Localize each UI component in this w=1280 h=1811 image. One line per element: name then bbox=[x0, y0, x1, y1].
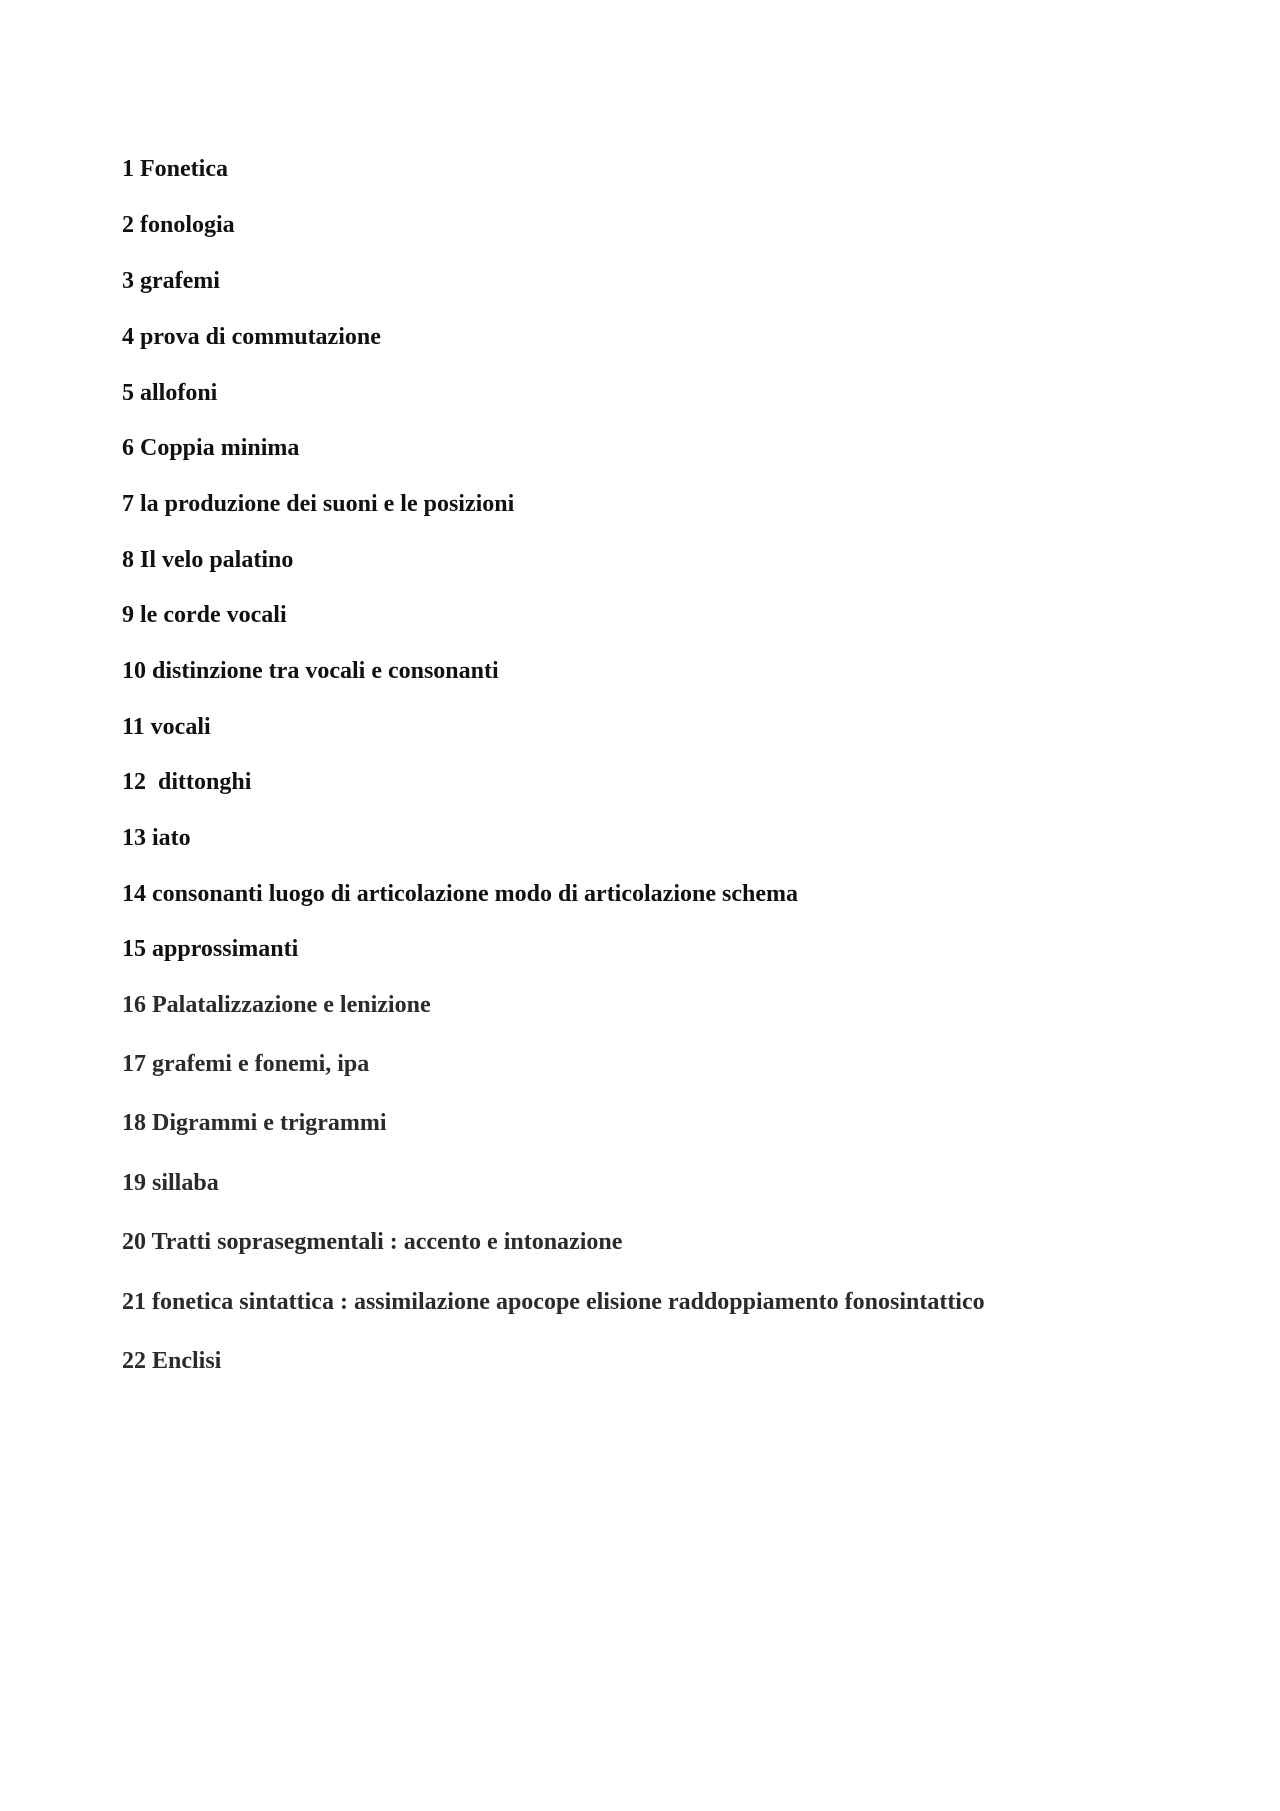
list-item: 5 allofoni bbox=[122, 380, 218, 406]
list-item: 15 approssimanti bbox=[122, 936, 299, 962]
list-item: 3 grafemi bbox=[122, 268, 220, 294]
list-item: 10 distinzione tra vocali e consonanti bbox=[122, 658, 499, 684]
list-item: 9 le corde vocali bbox=[122, 602, 287, 628]
list-item: 13 iato bbox=[122, 825, 191, 851]
list-item: 11 vocali bbox=[122, 714, 211, 740]
list-item: 12 dittonghi bbox=[122, 769, 252, 795]
list-item: 17 grafemi e fonemi, ipa bbox=[122, 1051, 370, 1077]
list-item: 8 Il velo palatino bbox=[122, 547, 294, 573]
list-item: 4 prova di commutazione bbox=[122, 324, 381, 350]
list-item: 16 Palatalizzazione e lenizione bbox=[122, 992, 431, 1018]
list-item: 7 la produzione dei suoni e le posizioni bbox=[122, 491, 515, 517]
list-item: 19 sillaba bbox=[122, 1170, 219, 1196]
list-item: 21 fonetica sintattica : assimilazione apocope elisione raddoppiamento fonosintattico bbox=[122, 1289, 985, 1315]
list-item: 14 consonanti luogo di articolazione modo di articolazione schema bbox=[122, 881, 798, 907]
list-item: 18 Digrammi e trigrammi bbox=[122, 1110, 387, 1136]
list-item: 22 Enclisi bbox=[122, 1348, 222, 1374]
list-item: 1 Fonetica bbox=[122, 156, 228, 182]
list-item: 20 Tratti soprasegmentali : accento e intonazione bbox=[122, 1229, 623, 1255]
list-item: 2 fonologia bbox=[122, 212, 235, 238]
list-item: 6 Coppia minima bbox=[122, 435, 300, 461]
